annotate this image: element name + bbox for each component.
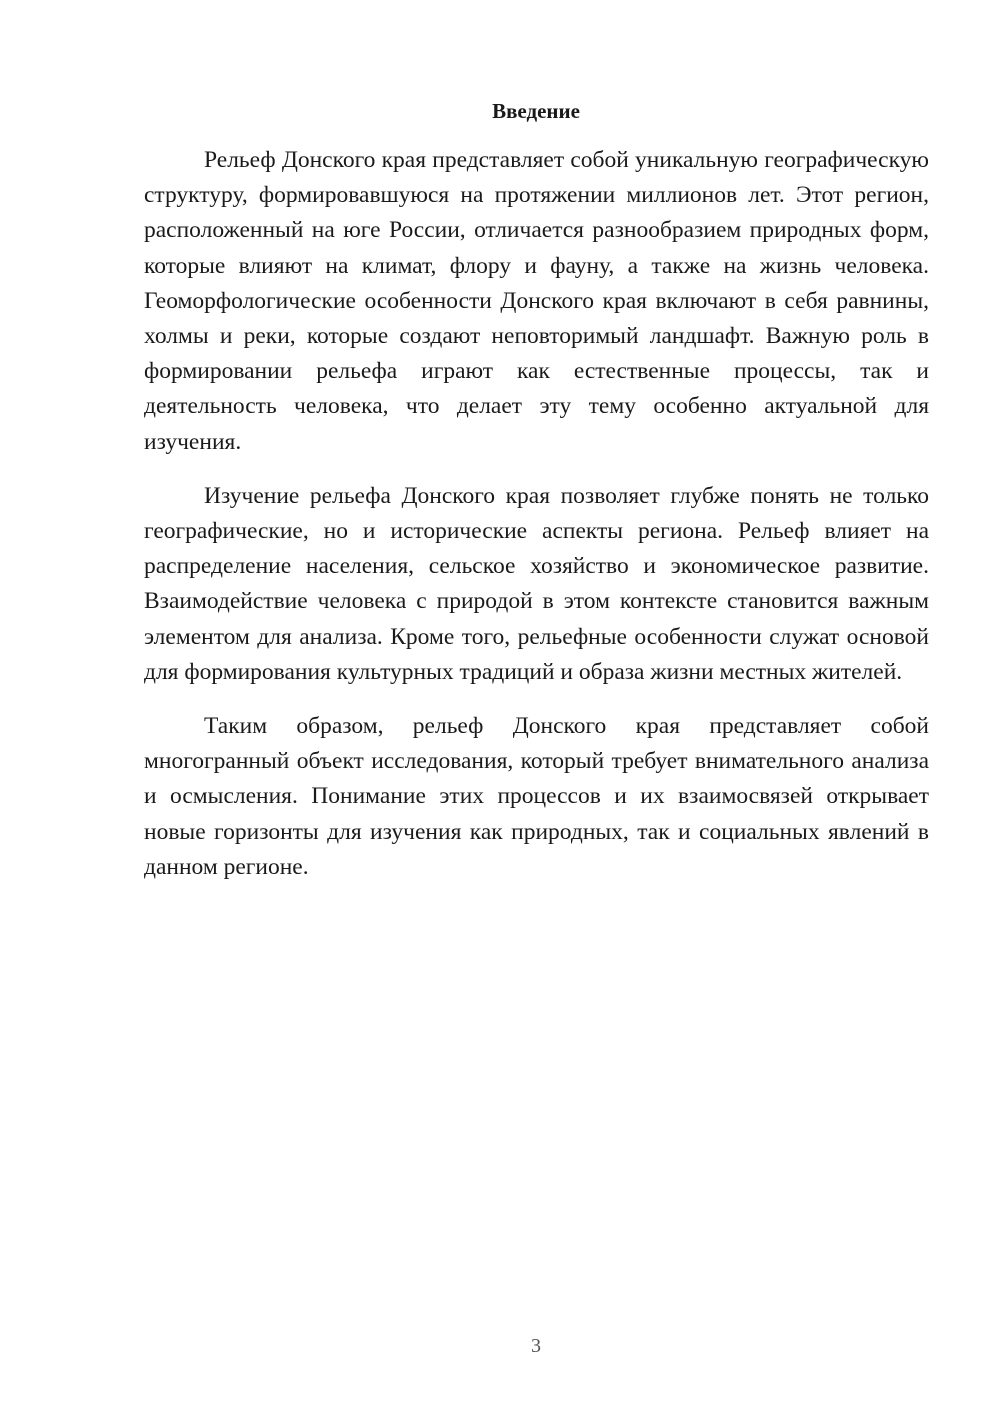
paragraph-3: Таким образом, рельеф Донского края представляет собой многогранный объект исследования, который требует внимательного анализа и осмысления. Понимание этих процессов и их взаимосвязей открывает новые горизонты для изучения как природных, так и социальных явлений в данном регионе. [144,713,929,880]
body-text [144,143,929,885]
page-number: 3 [531,1335,541,1357]
section-heading: Введение [492,99,580,123]
paragraph-1: Рельеф Донского края представляет собой уникальную географическую структуру, формировавшуюся на протяжении миллионов лет. Этот регион, расположенный на юге России, отличается разнообразием природных форм, которые влияют на климат, флору и фауну, а также на жизнь человека. Геоморфологические особенности Донского края включают в себя равнины, холмы и реки, которые создают неповторимый ландшафт. Важную роль в формировании рельефа играют как естественные процессы, так и деятельность человека, что делает эту тему особенно актуальной для изучения. [144,147,929,455]
paragraph-2: Изучение рельефа Донского края позволяет глубже понять не только географические, но и исторические аспекты региона. Рельеф влияет на распределение населения, сельское хозяйство и экономическое развитие. Взаимодействие человека с природой в этом контексте становится важным элементом для анализа. Кроме того, рельефные особенности служат основой для формирования культурных традиций и образа жизни местных жителей. [144,482,929,685]
